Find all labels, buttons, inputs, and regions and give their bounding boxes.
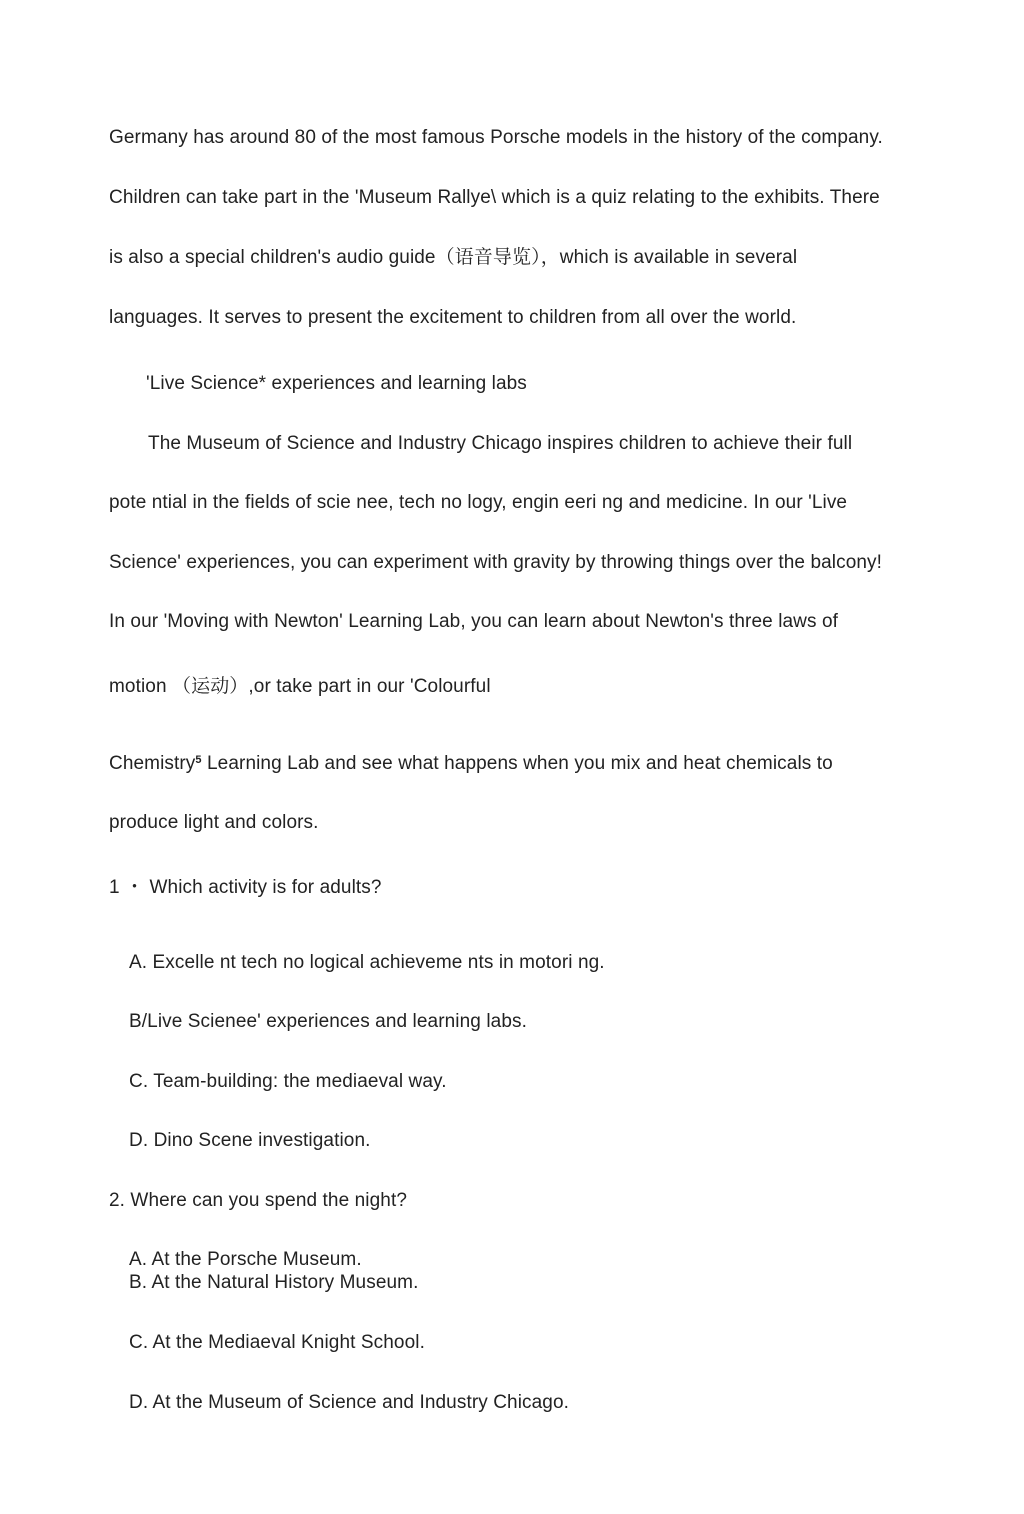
passage-line: The Museum of Science and Industry Chicago inspires children to achieve their full [148, 433, 853, 454]
question-option: C. At the Mediaeval Knight School. [129, 1332, 425, 1353]
passage-line: produce light and colors. [109, 812, 319, 833]
passage-line: pote ntial in the fields of scie nee, tech no logy, engin eeri ng and medicine. In our 'Live [109, 492, 848, 513]
passage-line: languages. It serves to present the excitement to children from all over the world. [109, 307, 797, 328]
question-option: D. At the Museum of Science and Industry Chicago. [129, 1392, 570, 1413]
passage-line [109, 752, 833, 776]
question-prompt: 1 ・ Which activity is for adults? [109, 877, 382, 898]
passage-line: Science' experiences, you can experiment with gravity by throwing things over the balcony! [109, 552, 883, 573]
passage-line: In our 'Moving with Newton' Learning Lab, you can learn about Newton's three laws of [109, 611, 839, 632]
question-option: A. At the Porsche Museum. [129, 1249, 362, 1270]
question-option: D. Dino Scene investigation. [129, 1130, 371, 1151]
passage-text: Learning Lab and see what happens when you mix and heat chemicals to [201, 753, 833, 774]
question-option: C. Team-building: the mediaeval way. [129, 1071, 447, 1092]
question-prompt: 2. Where can you spend the night? [109, 1190, 407, 1211]
question-option: A. Excelle nt tech no logical achieveme nts in motori ng. [129, 952, 605, 973]
passage-line: is also a special children's audio guide（语音导览），which is available in several [109, 247, 798, 268]
passage-line: Children can take part in the 'Museum Rallye\ which is a quiz relating to the exhibits. There [109, 187, 880, 208]
question-option: B/Live Scienee' experiences and learning labs. [129, 1011, 527, 1032]
passage-text: Chemistry [109, 753, 196, 774]
section-heading: 'Live Science* experiences and learning labs [146, 373, 527, 394]
question-option: B. At the Natural History Museum. [129, 1272, 419, 1293]
superscript-mark: 5 [195, 754, 202, 766]
passage-line: motion （运动）,or take part in our 'Colourful [109, 676, 491, 697]
passage-line: Germany has around 80 of the most famous Porsche models in the history of the company. [109, 127, 883, 148]
